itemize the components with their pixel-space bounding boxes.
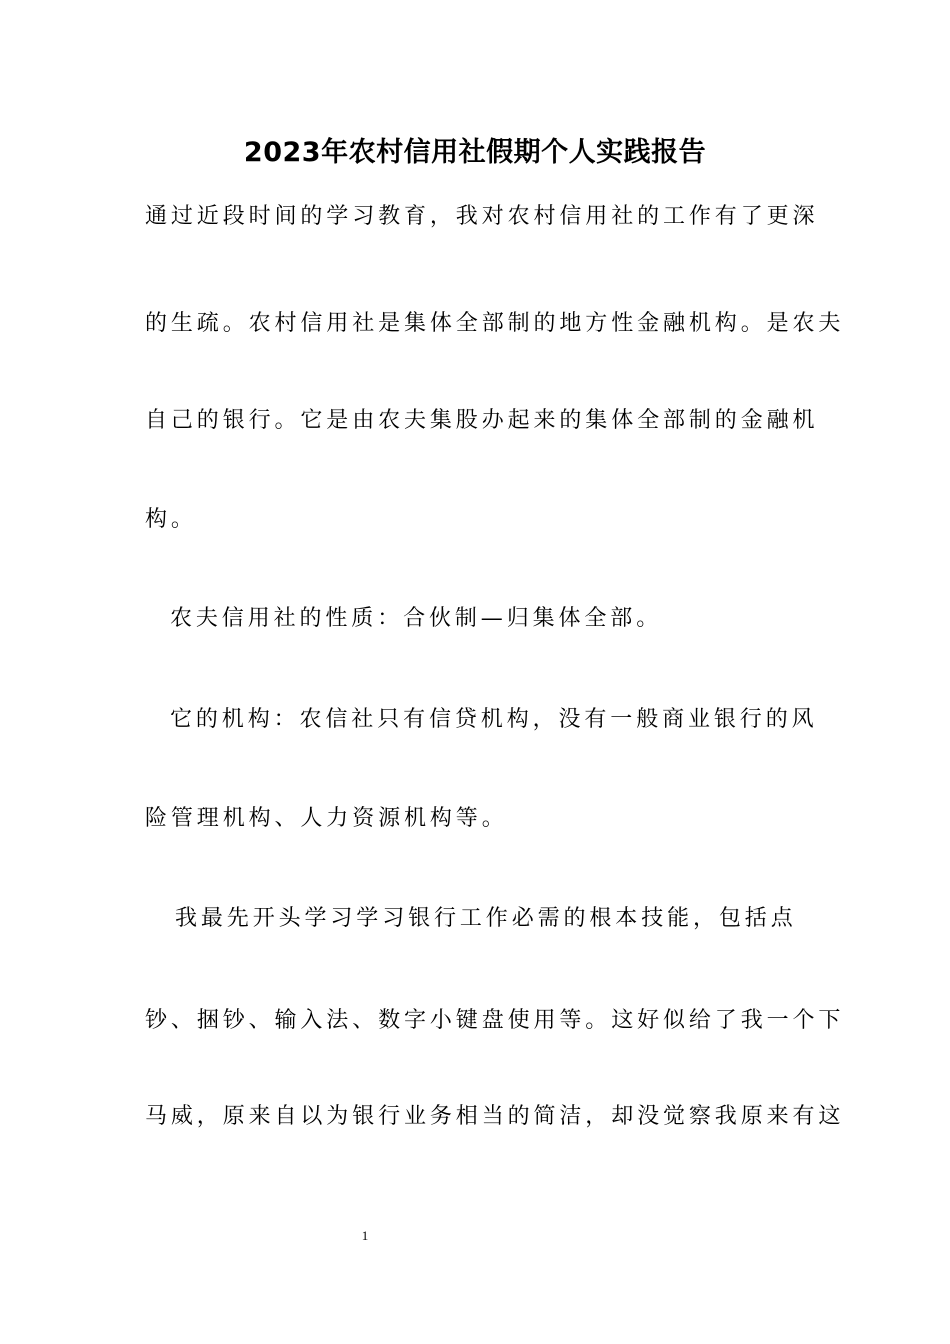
document-title: 2023年农村信用社假期个人实践报告 bbox=[243, 137, 707, 168]
paragraph-line: 钞、捆钞、输入法、数字小键盘使用等。这好似给了我一个下 bbox=[145, 1008, 845, 1033]
paragraph-line: 马威，原来自以为银行业务相当的简洁，却没觉察我原来有这 bbox=[145, 1104, 845, 1129]
paragraph-line: 农夫信用社的性质：合伙制—归集体全部。 bbox=[170, 606, 663, 631]
page-number: 1 bbox=[361, 1228, 369, 1243]
paragraph-line: 通过近段时间的学习教育，我对农村信用社的工作有了更深 bbox=[145, 204, 819, 229]
paragraph-line: 构。 bbox=[145, 507, 197, 532]
paragraph-line: 的生疏。农村信用社是集体全部制的地方性金融机构。是农夫 bbox=[145, 311, 845, 336]
paragraph-line: 它的机构：农信社只有信贷机构，没有一般商业银行的风 bbox=[170, 707, 818, 732]
paragraph-line: 险管理机构、人力资源机构等。 bbox=[145, 806, 508, 831]
paragraph-line: 我最先开头学习学习银行工作必需的根本技能，包括点 bbox=[175, 906, 797, 931]
paragraph-line: 自己的银行。它是由农夫集股办起来的集体全部制的金融机 bbox=[145, 408, 819, 433]
